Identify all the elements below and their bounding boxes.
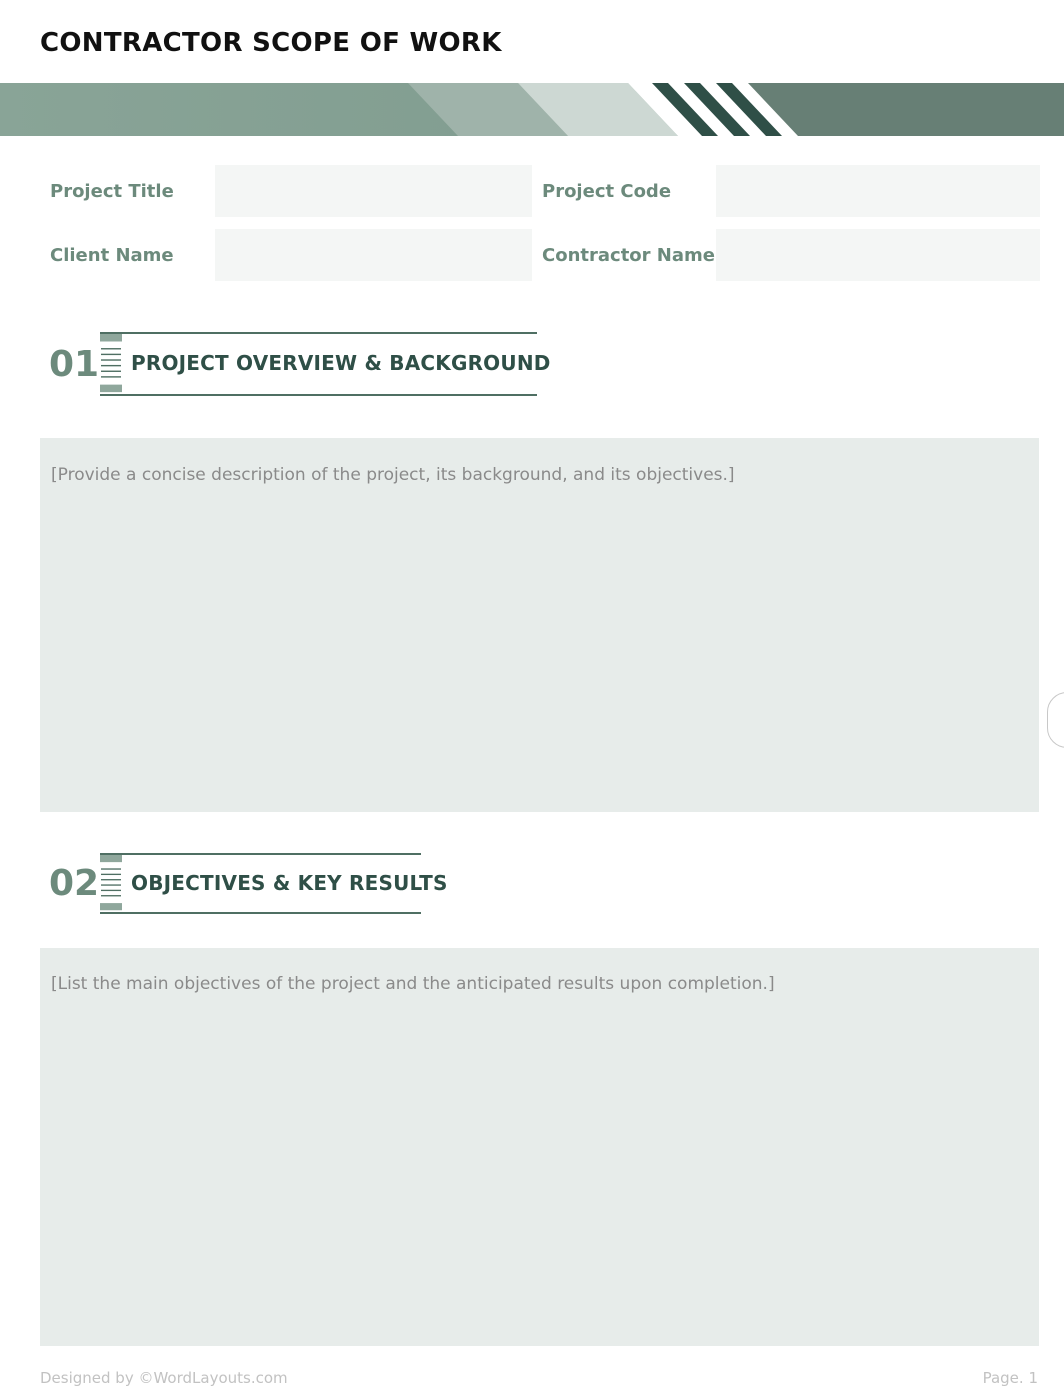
project-title-label: Project Title <box>50 181 174 202</box>
heading-ticks-icon <box>100 855 122 912</box>
project-code-label: Project Code <box>542 181 672 202</box>
document-title: CONTRACTOR SCOPE OF WORK <box>40 28 502 58</box>
overview-placeholder: [Provide a concise description of the project, its background, and its objectives.] <box>51 465 735 485</box>
footer-credit: Designed by ©WordLayouts.com <box>40 1369 288 1387</box>
client-name-field[interactable] <box>215 229 532 281</box>
project-title-field[interactable] <box>215 165 532 217</box>
section-heading <box>100 332 551 396</box>
section-title: OBJECTIVES & KEY RESULTS <box>131 871 448 895</box>
contractor-name-label: Contractor Name <box>542 245 715 266</box>
side-scroll-handle[interactable] <box>1047 692 1064 748</box>
section-number: 02 <box>49 863 100 904</box>
client-name-label: Client Name <box>50 245 174 266</box>
objectives-placeholder: [List the main objectives of the project and the anticipated results upon completion.] <box>51 974 775 994</box>
page-number: Page. 1 <box>982 1369 1038 1387</box>
section-heading <box>100 853 448 914</box>
contractor-name-field[interactable] <box>716 229 1040 281</box>
objectives-text-area[interactable] <box>40 948 1039 1346</box>
section-title: PROJECT OVERVIEW & BACKGROUND <box>131 351 551 375</box>
project-code-field[interactable] <box>716 165 1040 217</box>
header-banner <box>0 83 1064 136</box>
section-number: 01 <box>49 344 100 385</box>
overview-text-area[interactable] <box>40 438 1039 812</box>
heading-ticks-icon <box>100 334 122 394</box>
